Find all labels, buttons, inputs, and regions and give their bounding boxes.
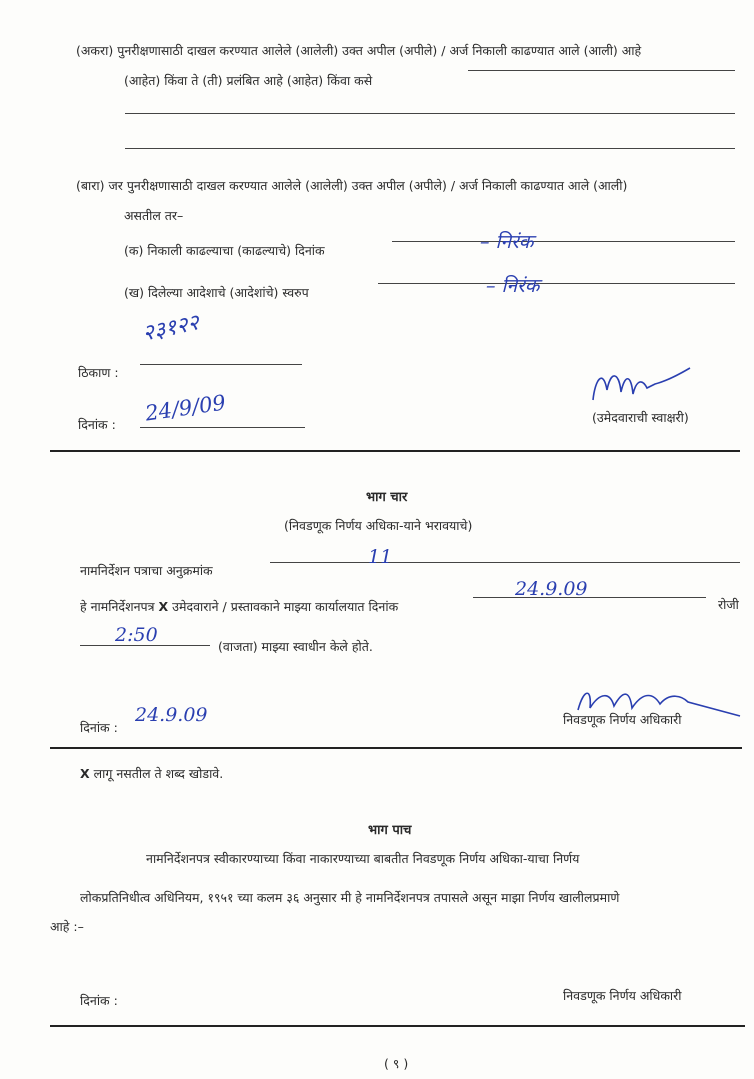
part-five-subtitle: नामनिर्देशनपत्र स्वीकारण्याच्या किंवा नाकारण्याच्या बाबतीत निवडणूक निर्णय अधिका-याचा निर्णय (146, 851, 580, 866)
date-label: दिनांक : (80, 993, 118, 1008)
candidate-signature-caption: (उमेदवाराची स्वाक्षरी) (592, 410, 689, 425)
blank-line (125, 148, 735, 149)
order-nature-label: (ख) दिलेल्या आदेशाचे (आदेशांचे) स्वरुप (124, 285, 309, 300)
blank-line (378, 283, 735, 284)
section-12-line-2: असतील तर– (124, 208, 184, 223)
part-four-title: भाग चार (366, 490, 408, 505)
blank-line (125, 113, 735, 114)
part-five-body-line-2: आहे :– (50, 919, 84, 934)
date-handwritten: 24/9/09 (143, 390, 228, 426)
divider (50, 747, 742, 749)
serial-number-handwritten: 11 (368, 546, 393, 568)
blank-line (140, 364, 302, 365)
date-label: दिनांक : (78, 417, 116, 432)
receipt-date-handwritten: 24.9.09 (515, 578, 588, 600)
serial-number-label: नामनिर्देशन पत्राचा अनुक्रमांक (80, 563, 213, 578)
receipt-on-label: रोजी (718, 597, 739, 612)
officer-label: निवडणूक निर्णय अधिकारी (563, 988, 682, 1003)
section-11-line-1: (अकरा) पुनरीक्षणासाठी दाखल करण्यात आलेले (आलेली) उक्त अपील (अपीले) / अर्ज निकाली काढण्यात आले (आली) आहे (76, 43, 642, 58)
part-five-body-line-1: लोकप्रतिनिधीत्व अधिनियम, १९५१ च्या कलम ३६ अनुसार मी हे नामनिर्देशनपत्र तपासले असून माझा निर्णय खालीलप्रमाणे (80, 890, 620, 905)
time-text: (वाजता) माझ्या स्वाधीन केले होते. (218, 639, 373, 654)
place-handwritten: २३१२२ (140, 310, 202, 347)
part-five-title: भाग पाच (368, 823, 412, 838)
strike-marker: X (158, 599, 169, 614)
section-11-line-2: (आहेत) किंवा ते (ती) प्रलंबित आहे (आहेत) किंवा कसे (124, 73, 373, 88)
strike-marker: X (80, 766, 90, 781)
blank-line (270, 562, 740, 563)
divider (50, 450, 740, 452)
receipt-text-part-1: हे नामनिर्देशनपत्र (80, 599, 155, 614)
blank-line (140, 427, 305, 428)
receipt-text-part-2: उमेदवाराने / प्रस्तावकाने माझ्या कार्यालयात दिनांक (172, 599, 399, 614)
section-12-line-1: (बारा) जर पुनरीक्षणासाठी दाखल करण्यात आलेले (आलेली) उक्त अपील (अपीले) / अर्ज निकाली काढण्यात आले (आली) (76, 178, 628, 193)
part-four-subtitle: (निवडणूक निर्णय अधिका-याने भरावयाचे) (284, 518, 473, 533)
time-handwritten: 2:50 (115, 624, 158, 646)
page-number: ( ९ ) (384, 1056, 409, 1071)
place-label: ठिकाण : (78, 365, 119, 380)
order-nature-handwritten: – निरंक (486, 275, 540, 297)
receipt-text (80, 598, 398, 615)
candidate-signature (585, 360, 700, 410)
footnote-text: लागू नसतील ते शब्द खोडावे. (93, 766, 224, 781)
disposal-date-handwritten: – निरंक (480, 231, 534, 253)
date-label: दिनांक : (80, 720, 118, 735)
footnote (80, 765, 223, 782)
divider (50, 1025, 745, 1027)
blank-line (468, 70, 735, 71)
blank-line (473, 597, 706, 598)
date-handwritten: 24.9.09 (135, 704, 208, 726)
officer-label: निवडणूक निर्णय अधिकारी (563, 712, 682, 727)
blank-line (392, 241, 735, 242)
disposal-date-label: (क) निकाली काढल्याचा (काढल्याचे) दिनांक (124, 243, 325, 258)
